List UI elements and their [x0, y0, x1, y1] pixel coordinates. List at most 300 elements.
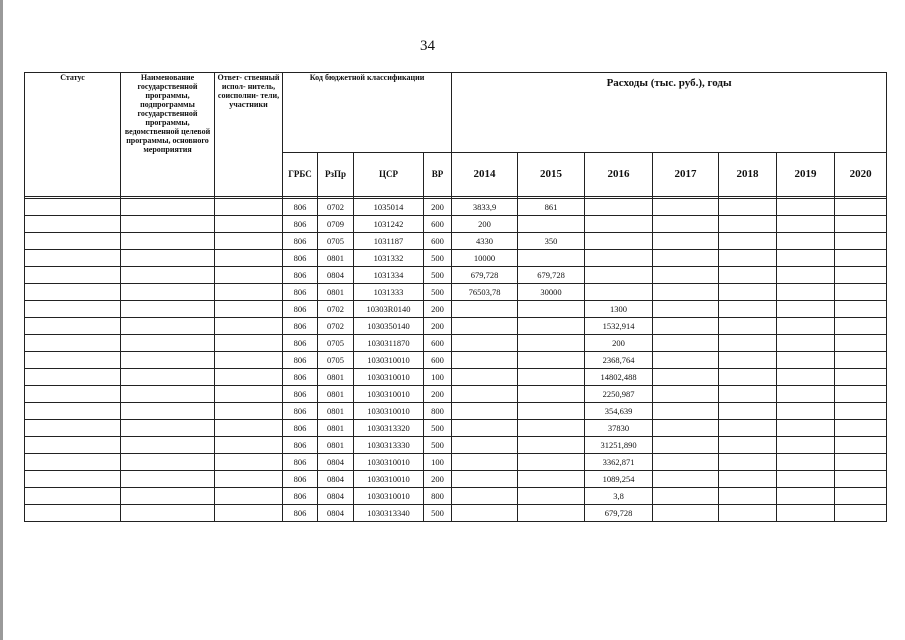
- cell-vr: 100: [424, 369, 452, 386]
- header-budget-code: Код бюджетной классификации: [283, 73, 452, 153]
- cell-grbs: 806: [283, 301, 318, 318]
- cell-2017: [653, 199, 719, 216]
- cell-2019: [777, 403, 835, 420]
- header-year-2015: 2015: [518, 153, 585, 197]
- cell-2014: [452, 420, 518, 437]
- cell-status: [25, 505, 121, 522]
- cell-responsible: [215, 437, 283, 454]
- cell-2014: [452, 471, 518, 488]
- cell-2015: [518, 437, 585, 454]
- cell-rzpr: 0804: [318, 454, 354, 471]
- header-year-2017: 2017: [653, 153, 719, 197]
- cell-2019: [777, 454, 835, 471]
- cell-vr: 200: [424, 471, 452, 488]
- cell-2020: [835, 301, 887, 318]
- cell-csr: 1030311870: [354, 335, 424, 352]
- header-year-2014: 2014: [452, 153, 518, 197]
- cell-2020: [835, 335, 887, 352]
- cell-vr: 500: [424, 420, 452, 437]
- table-row: [25, 284, 887, 301]
- cell-status: [25, 488, 121, 505]
- cell-csr: 1030313330: [354, 437, 424, 454]
- cell-2014: [452, 369, 518, 386]
- cell-2015: [518, 369, 585, 386]
- cell-rzpr: 0801: [318, 284, 354, 301]
- cell-grbs: 806: [283, 318, 318, 335]
- cell-grbs: 806: [283, 352, 318, 369]
- cell-status: [25, 301, 121, 318]
- cell-2019: [777, 471, 835, 488]
- cell-2015: [518, 216, 585, 233]
- cell-2017: [653, 267, 719, 284]
- cell-rzpr: 0709: [318, 216, 354, 233]
- cell-grbs: 806: [283, 199, 318, 216]
- cell-vr: 500: [424, 284, 452, 301]
- cell-2015: [518, 403, 585, 420]
- cell-2014: [452, 403, 518, 420]
- cell-2018: [719, 454, 777, 471]
- table-row: [25, 420, 887, 437]
- cell-2017: [653, 386, 719, 403]
- cell-csr: 1035014: [354, 199, 424, 216]
- cell-grbs: 806: [283, 403, 318, 420]
- cell-status: [25, 471, 121, 488]
- cell-2017: [653, 250, 719, 267]
- cell-responsible: [215, 216, 283, 233]
- cell-2016: 3,8: [585, 488, 653, 505]
- header-vr: ВР: [424, 153, 452, 197]
- cell-2020: [835, 216, 887, 233]
- header-responsible: Ответ- ственный испол- нитель, соисполни- тели, участники: [215, 73, 283, 197]
- cell-csr: 1030310010: [354, 471, 424, 488]
- cell-2014: [452, 488, 518, 505]
- cell-vr: 500: [424, 505, 452, 522]
- cell-csr: 1031334: [354, 267, 424, 284]
- cell-rzpr: 0705: [318, 352, 354, 369]
- cell-2014: 200: [452, 216, 518, 233]
- cell-2020: [835, 420, 887, 437]
- cell-2015: [518, 488, 585, 505]
- cell-2016: [585, 284, 653, 301]
- cell-responsible: [215, 318, 283, 335]
- cell-responsible: [215, 386, 283, 403]
- table-row: [25, 250, 887, 267]
- cell-2019: [777, 335, 835, 352]
- cell-2014: [452, 301, 518, 318]
- table-row: [25, 216, 887, 233]
- cell-vr: 800: [424, 403, 452, 420]
- cell-status: [25, 386, 121, 403]
- cell-2018: [719, 471, 777, 488]
- cell-2016: [585, 216, 653, 233]
- cell-name: [121, 199, 215, 216]
- cell-2016: 1300: [585, 301, 653, 318]
- cell-status: [25, 437, 121, 454]
- cell-2020: [835, 318, 887, 335]
- cell-2018: [719, 233, 777, 250]
- cell-name: [121, 318, 215, 335]
- cell-csr: 10303R0140: [354, 301, 424, 318]
- cell-vr: 500: [424, 267, 452, 284]
- cell-rzpr: 0801: [318, 386, 354, 403]
- header-status: Статус: [25, 73, 121, 197]
- cell-2014: 10000: [452, 250, 518, 267]
- cell-2020: [835, 284, 887, 301]
- cell-vr: 200: [424, 386, 452, 403]
- cell-2016: 2250,987: [585, 386, 653, 403]
- cell-2014: [452, 318, 518, 335]
- cell-name: [121, 216, 215, 233]
- cell-vr: 600: [424, 233, 452, 250]
- cell-2018: [719, 505, 777, 522]
- cell-responsible: [215, 233, 283, 250]
- cell-2018: [719, 284, 777, 301]
- table-row: [25, 369, 887, 386]
- cell-responsible: [215, 505, 283, 522]
- page-number: 34: [420, 38, 435, 54]
- cell-grbs: 806: [283, 369, 318, 386]
- cell-2015: [518, 386, 585, 403]
- cell-2019: [777, 267, 835, 284]
- cell-2015: [518, 420, 585, 437]
- cell-responsible: [215, 420, 283, 437]
- cell-grbs: 806: [283, 284, 318, 301]
- cell-2018: [719, 403, 777, 420]
- cell-2016: [585, 267, 653, 284]
- table-row: [25, 335, 887, 352]
- cell-csr: 1031332: [354, 250, 424, 267]
- cell-2015: [518, 505, 585, 522]
- cell-name: [121, 301, 215, 318]
- cell-rzpr: 0702: [318, 301, 354, 318]
- cell-2020: [835, 454, 887, 471]
- cell-name: [121, 454, 215, 471]
- cell-rzpr: 0702: [318, 318, 354, 335]
- header-rzpr: РзПр: [318, 153, 354, 197]
- cell-rzpr: 0801: [318, 420, 354, 437]
- cell-2017: [653, 369, 719, 386]
- table-row: [25, 505, 887, 522]
- cell-responsible: [215, 284, 283, 301]
- cell-csr: 1030350140: [354, 318, 424, 335]
- cell-2020: [835, 471, 887, 488]
- cell-2015: [518, 318, 585, 335]
- cell-2014: [452, 335, 518, 352]
- cell-2019: [777, 488, 835, 505]
- cell-2018: [719, 335, 777, 352]
- table-row: [25, 386, 887, 403]
- header-year-2019: 2019: [777, 153, 835, 197]
- cell-2018: [719, 267, 777, 284]
- cell-responsible: [215, 471, 283, 488]
- cell-2017: [653, 403, 719, 420]
- cell-rzpr: 0801: [318, 437, 354, 454]
- cell-rzpr: 0801: [318, 250, 354, 267]
- cell-status: [25, 369, 121, 386]
- header-grbs: ГРБС: [283, 153, 318, 197]
- cell-status: [25, 284, 121, 301]
- cell-2019: [777, 420, 835, 437]
- cell-2016: [585, 199, 653, 216]
- cell-rzpr: 0705: [318, 335, 354, 352]
- cell-name: [121, 420, 215, 437]
- cell-name: [121, 505, 215, 522]
- cell-2017: [653, 335, 719, 352]
- cell-2019: [777, 199, 835, 216]
- cell-2015: 30000: [518, 284, 585, 301]
- cell-2017: [653, 420, 719, 437]
- page-left-edge: [0, 0, 3, 640]
- table-body: [25, 197, 887, 522]
- cell-2014: 4330: [452, 233, 518, 250]
- cell-grbs: 806: [283, 420, 318, 437]
- cell-2019: [777, 216, 835, 233]
- cell-grbs: 806: [283, 488, 318, 505]
- table-row: [25, 267, 887, 284]
- cell-csr: 1030313320: [354, 420, 424, 437]
- cell-name: [121, 233, 215, 250]
- cell-2015: [518, 301, 585, 318]
- cell-status: [25, 233, 121, 250]
- cell-2018: [719, 318, 777, 335]
- cell-status: [25, 250, 121, 267]
- cell-name: [121, 471, 215, 488]
- cell-2014: 679,728: [452, 267, 518, 284]
- cell-2015: [518, 352, 585, 369]
- cell-2015: 679,728: [518, 267, 585, 284]
- cell-2018: [719, 420, 777, 437]
- cell-2018: [719, 199, 777, 216]
- cell-rzpr: 0801: [318, 369, 354, 386]
- cell-2016: 1532,914: [585, 318, 653, 335]
- cell-responsible: [215, 352, 283, 369]
- cell-rzpr: 0801: [318, 403, 354, 420]
- cell-2017: [653, 301, 719, 318]
- cell-grbs: 806: [283, 454, 318, 471]
- cell-2018: [719, 369, 777, 386]
- cell-status: [25, 216, 121, 233]
- cell-name: [121, 352, 215, 369]
- cell-status: [25, 267, 121, 284]
- header-year-2020: 2020: [835, 153, 887, 197]
- cell-2017: [653, 488, 719, 505]
- cell-responsible: [215, 301, 283, 318]
- cell-2015: 861: [518, 199, 585, 216]
- table-row: [25, 199, 887, 216]
- cell-grbs: 806: [283, 471, 318, 488]
- cell-2020: [835, 199, 887, 216]
- cell-2020: [835, 352, 887, 369]
- cell-2016: 14802,488: [585, 369, 653, 386]
- cell-grbs: 806: [283, 267, 318, 284]
- cell-2014: [452, 437, 518, 454]
- cell-2020: [835, 505, 887, 522]
- cell-2014: [452, 454, 518, 471]
- cell-2015: [518, 335, 585, 352]
- cell-csr: 1030310010: [354, 488, 424, 505]
- cell-2020: [835, 488, 887, 505]
- cell-csr: 1030310010: [354, 403, 424, 420]
- table-row: [25, 301, 887, 318]
- table-row: [25, 318, 887, 335]
- cell-vr: 600: [424, 352, 452, 369]
- cell-2018: [719, 352, 777, 369]
- header-csr: ЦСР: [354, 153, 424, 197]
- cell-2019: [777, 318, 835, 335]
- cell-csr: 1030310010: [354, 386, 424, 403]
- cell-status: [25, 403, 121, 420]
- cell-csr: 1030310010: [354, 369, 424, 386]
- cell-name: [121, 488, 215, 505]
- cell-status: [25, 318, 121, 335]
- cell-rzpr: 0804: [318, 471, 354, 488]
- cell-vr: 200: [424, 301, 452, 318]
- cell-2019: [777, 301, 835, 318]
- budget-table: [24, 72, 887, 522]
- cell-rzpr: 0804: [318, 505, 354, 522]
- cell-grbs: 806: [283, 437, 318, 454]
- cell-2014: 3833,9: [452, 199, 518, 216]
- cell-2019: [777, 250, 835, 267]
- cell-2016: 3362,871: [585, 454, 653, 471]
- cell-2017: [653, 233, 719, 250]
- cell-2017: [653, 352, 719, 369]
- cell-2016: 354,639: [585, 403, 653, 420]
- cell-2019: [777, 233, 835, 250]
- cell-rzpr: 0804: [318, 267, 354, 284]
- cell-2014: [452, 386, 518, 403]
- cell-2016: 31251,890: [585, 437, 653, 454]
- cell-name: [121, 267, 215, 284]
- table-row: [25, 437, 887, 454]
- cell-2019: [777, 386, 835, 403]
- cell-2020: [835, 386, 887, 403]
- cell-2017: [653, 284, 719, 301]
- cell-name: [121, 335, 215, 352]
- cell-2018: [719, 437, 777, 454]
- table-row: [25, 403, 887, 420]
- cell-csr: 1030310010: [354, 454, 424, 471]
- table-row: [25, 471, 887, 488]
- cell-2018: [719, 301, 777, 318]
- cell-2016: 200: [585, 335, 653, 352]
- cell-status: [25, 420, 121, 437]
- cell-responsible: [215, 267, 283, 284]
- cell-vr: 800: [424, 488, 452, 505]
- cell-name: [121, 386, 215, 403]
- cell-2020: [835, 233, 887, 250]
- table-row: [25, 352, 887, 369]
- cell-grbs: 806: [283, 250, 318, 267]
- cell-responsible: [215, 199, 283, 216]
- header-name: Наименование государственной программы, подпрограммы государственной программы, ведомственной целевой программы, основного мероприятия: [121, 73, 215, 197]
- cell-2015: [518, 471, 585, 488]
- cell-vr: 500: [424, 437, 452, 454]
- cell-2016: 37830: [585, 420, 653, 437]
- cell-2017: [653, 216, 719, 233]
- cell-grbs: 806: [283, 335, 318, 352]
- cell-status: [25, 335, 121, 352]
- cell-2017: [653, 318, 719, 335]
- table-row: [25, 488, 887, 505]
- cell-vr: 200: [424, 318, 452, 335]
- cell-grbs: 806: [283, 233, 318, 250]
- cell-rzpr: 0702: [318, 199, 354, 216]
- cell-vr: 500: [424, 250, 452, 267]
- cell-2016: 1089,254: [585, 471, 653, 488]
- cell-2019: [777, 369, 835, 386]
- header-year-2016: 2016: [585, 153, 653, 197]
- cell-csr: 1030310010: [354, 352, 424, 369]
- cell-rzpr: 0705: [318, 233, 354, 250]
- cell-responsible: [215, 403, 283, 420]
- cell-2019: [777, 505, 835, 522]
- cell-status: [25, 454, 121, 471]
- cell-2016: 679,728: [585, 505, 653, 522]
- cell-2020: [835, 267, 887, 284]
- header-year-2018: 2018: [719, 153, 777, 197]
- cell-csr: 1031333: [354, 284, 424, 301]
- cell-responsible: [215, 454, 283, 471]
- cell-name: [121, 403, 215, 420]
- cell-2016: 2368,764: [585, 352, 653, 369]
- cell-status: [25, 199, 121, 216]
- cell-responsible: [215, 335, 283, 352]
- cell-rzpr: 0804: [318, 488, 354, 505]
- cell-2018: [719, 250, 777, 267]
- cell-csr: 1030313340: [354, 505, 424, 522]
- cell-vr: 200: [424, 199, 452, 216]
- cell-2015: 350: [518, 233, 585, 250]
- cell-status: [25, 352, 121, 369]
- cell-2019: [777, 284, 835, 301]
- cell-2017: [653, 454, 719, 471]
- cell-responsible: [215, 488, 283, 505]
- cell-2014: [452, 505, 518, 522]
- cell-responsible: [215, 250, 283, 267]
- cell-2020: [835, 369, 887, 386]
- cell-2016: [585, 233, 653, 250]
- cell-vr: 600: [424, 216, 452, 233]
- table-row: [25, 454, 887, 471]
- cell-2017: [653, 437, 719, 454]
- cell-grbs: 806: [283, 216, 318, 233]
- table-row: [25, 233, 887, 250]
- cell-2019: [777, 352, 835, 369]
- cell-2017: [653, 471, 719, 488]
- cell-vr: 100: [424, 454, 452, 471]
- cell-name: [121, 250, 215, 267]
- header-expenses: Расходы (тыс. руб.), годы: [452, 73, 887, 153]
- cell-csr: 1031187: [354, 233, 424, 250]
- cell-responsible: [215, 369, 283, 386]
- cell-2014: 76503,78: [452, 284, 518, 301]
- cell-grbs: 806: [283, 386, 318, 403]
- cell-2018: [719, 216, 777, 233]
- cell-2020: [835, 403, 887, 420]
- cell-2015: [518, 250, 585, 267]
- cell-name: [121, 369, 215, 386]
- cell-2018: [719, 386, 777, 403]
- cell-grbs: 806: [283, 505, 318, 522]
- cell-2017: [653, 505, 719, 522]
- cell-2014: [452, 352, 518, 369]
- cell-2020: [835, 250, 887, 267]
- cell-2018: [719, 488, 777, 505]
- cell-2019: [777, 437, 835, 454]
- cell-vr: 600: [424, 335, 452, 352]
- cell-name: [121, 284, 215, 301]
